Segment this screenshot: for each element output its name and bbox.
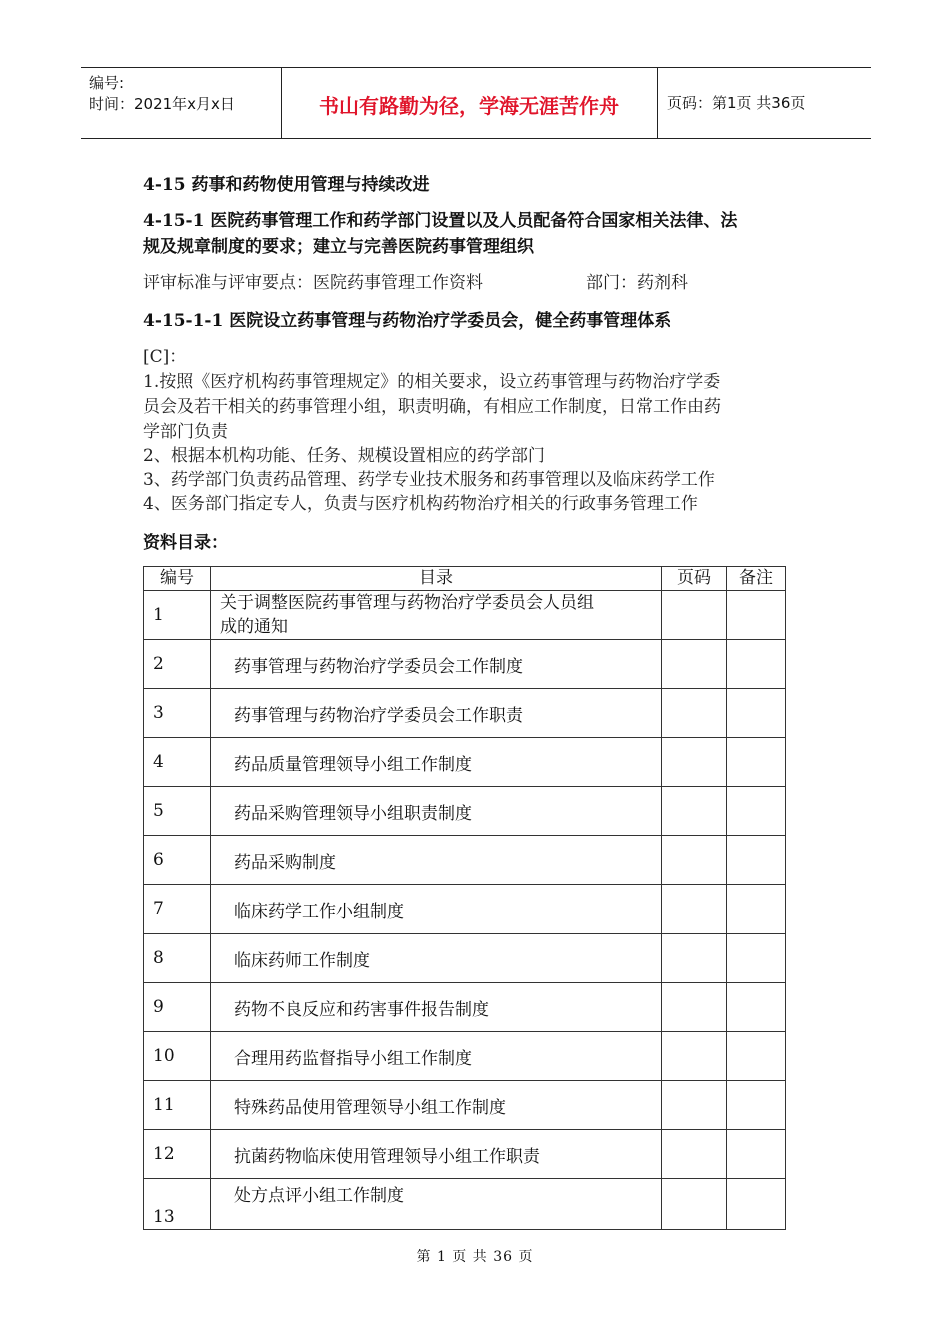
serial-label: 编号: <box>89 74 125 92</box>
row-page <box>662 689 727 738</box>
row-number: 10 <box>144 1032 211 1081</box>
table-row <box>144 983 786 1032</box>
requirement-line: 学部门负责 <box>143 422 228 442</box>
row-remark <box>727 1179 786 1230</box>
row-remark <box>727 934 786 983</box>
row-number: 3 <box>144 689 211 738</box>
row-number: 6 <box>144 836 211 885</box>
subsection-title-line1: 4-15-1 医院药事管理工作和药学部门设置以及人员配备符合国家相关法律、法 <box>143 211 738 231</box>
row-title: 特殊药品使用管理领导小组工作制度 <box>211 1081 662 1130</box>
row-remark <box>727 640 786 689</box>
row-page <box>662 983 727 1032</box>
row-number: 13 <box>144 1179 211 1230</box>
requirement-line: 2、根据本机构功能、任务、规模设置相应的药学部门 <box>143 446 545 466</box>
table-row <box>144 1179 786 1230</box>
row-title: 临床药学工作小组制度 <box>211 885 662 934</box>
row-page <box>662 640 727 689</box>
row-remark <box>727 787 786 836</box>
row-title: 临床药师工作制度 <box>211 934 662 983</box>
row-page <box>662 1081 727 1130</box>
row-title: 药事管理与药物治疗学委员会工作职责 <box>211 689 662 738</box>
row-number: 12 <box>144 1130 211 1179</box>
row-remark <box>727 1081 786 1130</box>
column-header-page: 页码 <box>662 567 727 591</box>
row-number: 5 <box>144 787 211 836</box>
row-remark <box>727 738 786 787</box>
table-row <box>144 591 786 640</box>
row-number: 7 <box>144 885 211 934</box>
table-row <box>144 885 786 934</box>
row-number: 11 <box>144 1081 211 1130</box>
requirement-line: 员会及若干相关的药事管理小组，职责明确，有相应工作制度，日常工作由药 <box>143 397 721 417</box>
subsection-title-line2: 规及规章制度的要求；建立与完善医院药事管理组织 <box>143 237 534 257</box>
row-remark <box>727 591 786 640</box>
row-title: 药物不良反应和药害事件报告制度 <box>211 983 662 1032</box>
section-title: 4-15 药事和药物使用管理与持续改进 <box>143 175 430 195</box>
row-title: 药品质量管理领导小组工作制度 <box>211 738 662 787</box>
requirement-line: 4、医务部门指定专人，负责与医疗机构药物治疗相关的行政事务管理工作 <box>143 494 698 514</box>
row-page <box>662 787 727 836</box>
row-number: 9 <box>144 983 211 1032</box>
table-row <box>144 787 786 836</box>
table-row <box>144 1032 786 1081</box>
c-label: [C]： <box>143 347 187 367</box>
row-title-line: 关于调整医院药事管理与药物治疗学委员会人员组 <box>220 593 594 613</box>
row-page <box>662 934 727 983</box>
page-footer: 第 1 页 共 36 页 <box>416 1249 534 1265</box>
row-title <box>211 591 662 640</box>
row-title: 抗菌药物临床使用管理领导小组工作职责 <box>211 1130 662 1179</box>
table-row <box>144 689 786 738</box>
row-title: 药品采购管理领导小组职责制度 <box>211 787 662 836</box>
column-header-title: 目录 <box>211 567 662 591</box>
table-body <box>144 640 786 1230</box>
header-divider <box>657 68 658 138</box>
header-page-info: 页码：第1页 共36页 <box>667 94 806 112</box>
catalog-table <box>143 566 786 1230</box>
column-header-remark: 备注 <box>727 567 786 591</box>
table-row <box>144 640 786 689</box>
row-page <box>662 1032 727 1081</box>
row-page <box>662 885 727 934</box>
row-page <box>662 1130 727 1179</box>
row-page <box>662 836 727 885</box>
table-row <box>144 738 786 787</box>
header-motto: 书山有路勤为径，学海无涯苦作舟 <box>319 94 619 118</box>
row-title: 药品采购制度 <box>211 836 662 885</box>
row-remark <box>727 836 786 885</box>
row-page <box>662 738 727 787</box>
item-title: 4-15-1-1 医院设立药事管理与药物治疗学委员会，健全药事管理体系 <box>143 311 672 331</box>
row-title-line: 成的通知 <box>220 617 288 637</box>
requirement-line: 3、药学部门负责药品管理、药学专业技术服务和药事管理以及临床药学工作 <box>143 470 715 490</box>
page-header <box>81 67 871 139</box>
table-row <box>144 934 786 983</box>
table-row <box>144 1130 786 1179</box>
row-page <box>662 1179 727 1230</box>
table-header-row <box>144 567 786 591</box>
row-number: 4 <box>144 738 211 787</box>
row-page <box>662 591 727 640</box>
review-department: 部门：药剂科 <box>586 273 688 293</box>
header-meta <box>89 73 235 115</box>
row-number: 8 <box>144 934 211 983</box>
requirement-line: 1.按照《医疗机构药事管理规定》的相关要求，设立药事管理与药物治疗学委 <box>143 372 721 392</box>
row-remark <box>727 1032 786 1081</box>
row-title: 处方点评小组工作制度 <box>211 1179 662 1230</box>
row-remark <box>727 689 786 738</box>
column-header-number: 编号 <box>144 567 211 591</box>
row-title: 药事管理与药物治疗学委员会工作制度 <box>211 640 662 689</box>
row-remark <box>727 1130 786 1179</box>
time-label: 时间：2021年x月x日 <box>89 95 235 113</box>
catalog-title: 资料目录： <box>143 533 228 553</box>
table-row <box>144 1081 786 1130</box>
row-number: 2 <box>144 640 211 689</box>
row-title: 合理用药监督指导小组工作制度 <box>211 1032 662 1081</box>
row-number: 1 <box>144 591 211 640</box>
row-remark <box>727 983 786 1032</box>
table-row <box>144 836 786 885</box>
review-standard: 评审标准与评审要点：医院药事管理工作资料 <box>143 273 483 293</box>
row-remark <box>727 885 786 934</box>
